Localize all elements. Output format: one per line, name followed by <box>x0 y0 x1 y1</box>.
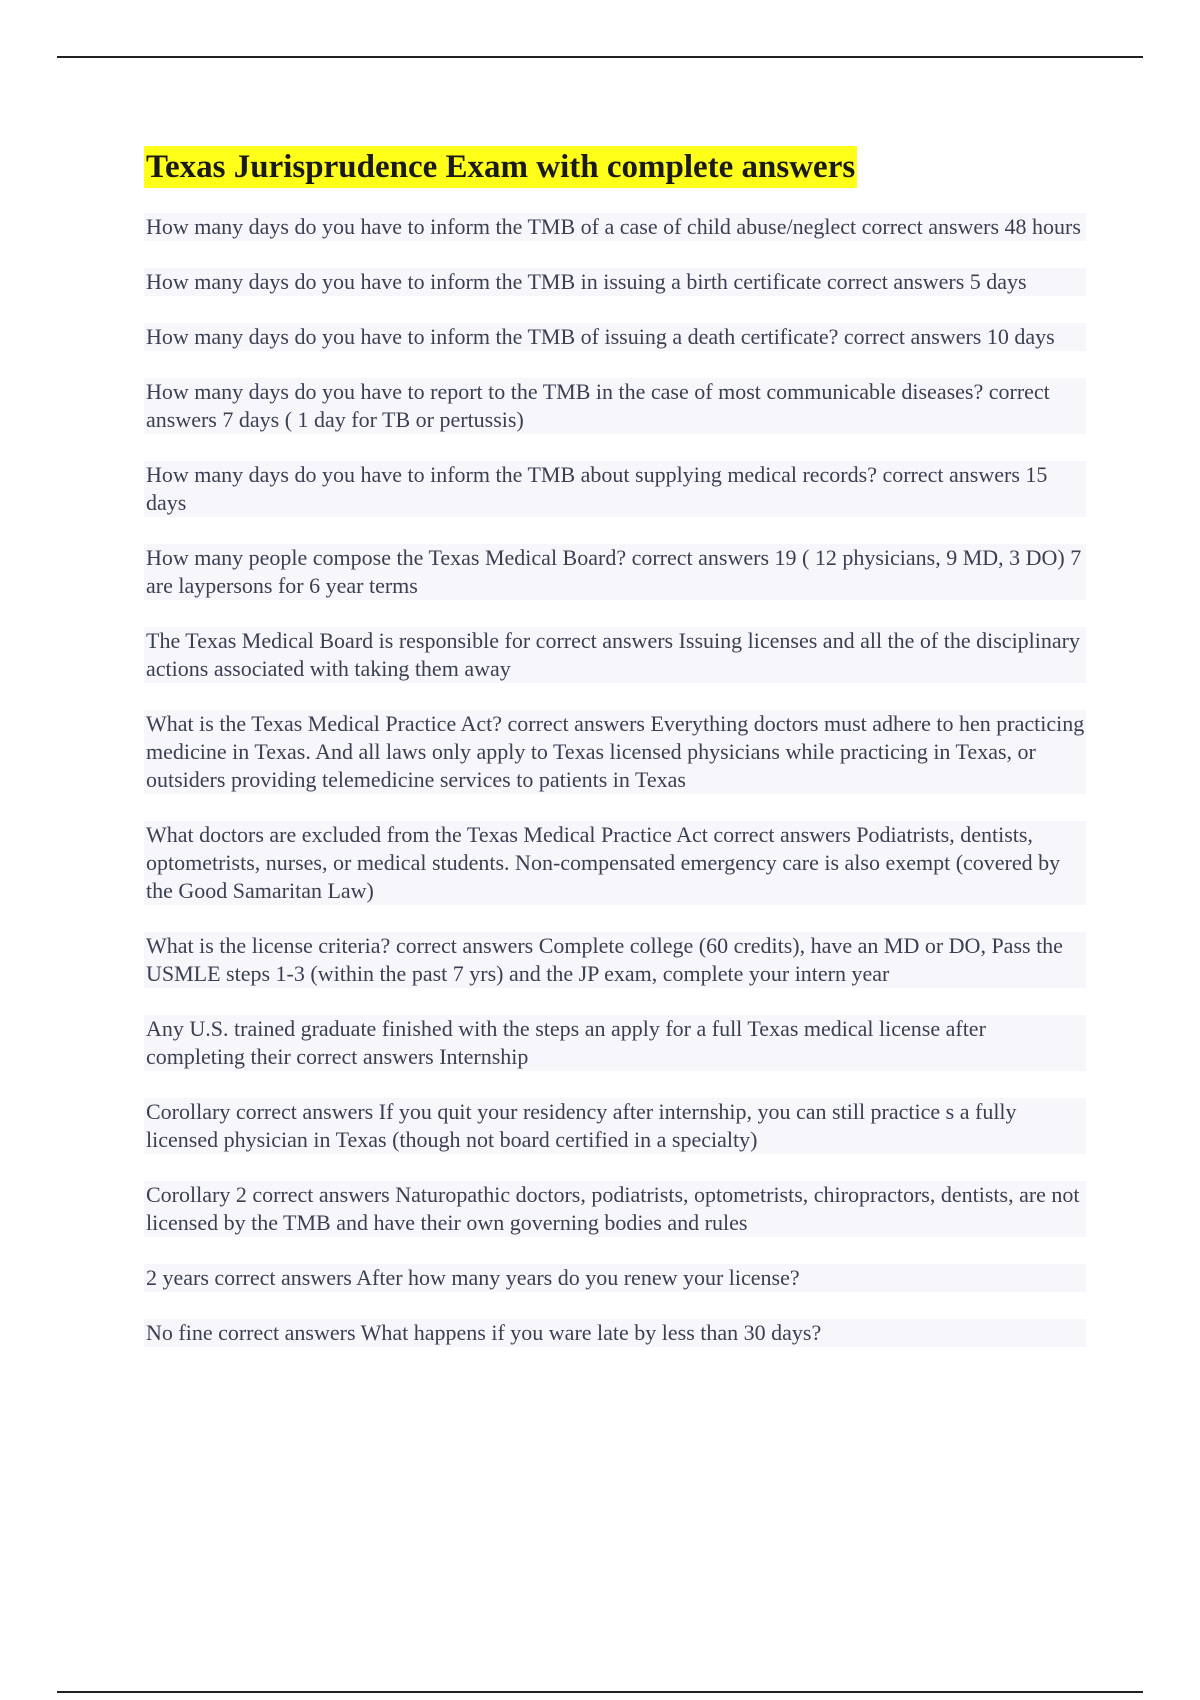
qa-entry: What is the license criteria? correct answers Complete college (60 credits), have an MD or DO, Pass the USMLE steps 1-3 (within the past 7 yrs) and the JP exam, complete your intern year <box>144 932 1086 988</box>
qa-entry: How many days do you have to inform the TMB in issuing a birth certificate correct answers 5 days <box>144 268 1086 296</box>
bottom-rule <box>57 1691 1143 1693</box>
qa-entry: What doctors are excluded from the Texas Medical Practice Act correct answers Podiatrists, dentists, optometrists, nurses, or medical students. Non-compensated emergency care is also exempt (covered by the Good Samaritan Law) <box>144 821 1086 905</box>
qa-entry: 2 years correct answers After how many years do you renew your license? <box>144 1264 1086 1292</box>
qa-entry: How many days do you have to inform the TMB of a case of child abuse/neglect correct answers 48 hours <box>144 213 1086 241</box>
qa-entry: How many days do you have to inform the TMB about supplying medical records? correct answers 15 days <box>144 461 1086 517</box>
document-title: Texas Jurisprudence Exam with complete answers <box>144 146 857 188</box>
qa-entry: The Texas Medical Board is responsible for correct answers Issuing licenses and all the of the disciplinary actions associated with taking them away <box>144 627 1086 683</box>
document-body <box>144 146 1084 1374</box>
qa-entry: How many days do you have to report to the TMB in the case of most communicable diseases? correct answers 7 days ( 1 day for TB or pertussis) <box>144 378 1086 434</box>
qa-entry: How many people compose the Texas Medical Board? correct answers 19 ( 12 physicians, 9 MD, 3 DO) 7 are laypersons for 6 year terms <box>144 544 1086 600</box>
qa-entry: Any U.S. trained graduate finished with the steps an apply for a full Texas medical license after completing their correct answers Internship <box>144 1015 1086 1071</box>
qa-entry: Corollary 2 correct answers Naturopathic doctors, podiatrists, optometrists, chiropractors, dentists, are not licensed by the TMB and have their own governing bodies and rules <box>144 1181 1086 1237</box>
qa-entry: How many days do you have to inform the TMB of issuing a death certificate? correct answers 10 days <box>144 323 1086 351</box>
qa-entry: Corollary correct answers If you quit your residency after internship, you can still practice s a fully licensed physician in Texas (though not board certified in a specialty) <box>144 1098 1086 1154</box>
top-rule <box>57 56 1143 58</box>
qa-entry: No fine correct answers What happens if you ware late by less than 30 days? <box>144 1319 1086 1347</box>
qa-entry: What is the Texas Medical Practice Act? correct answers Everything doctors must adhere to hen practicing medicine in Texas. And all laws only apply to Texas licensed physicians while practicing in Texas, or outsiders providing telemedicine services to patients in Texas <box>146 711 1085 792</box>
